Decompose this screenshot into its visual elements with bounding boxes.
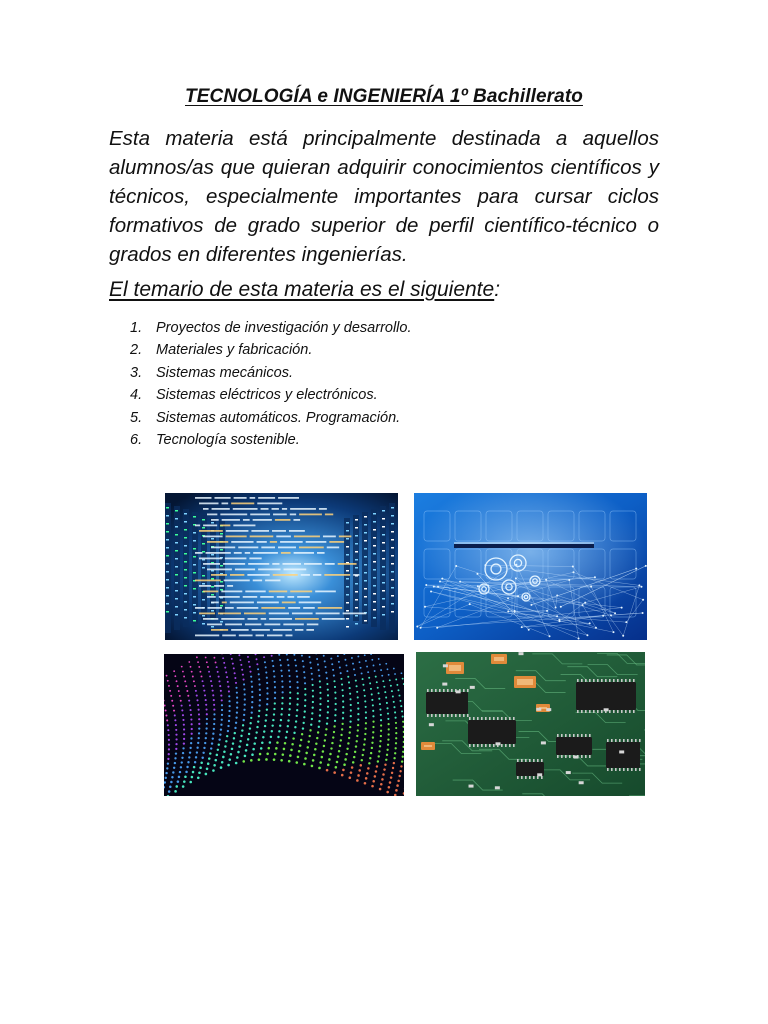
list-item-number: 2. xyxy=(130,342,143,359)
list-item-label: Tecnología sostenible. xyxy=(156,431,300,448)
list-item-label: Proyectos de investigación y desarrollo. xyxy=(156,320,412,336)
list-item-label: Sistemas mecánicos. xyxy=(156,364,293,381)
gear-network-photo xyxy=(414,493,647,640)
list-item-label: Sistemas eléctricos y electrónicos. xyxy=(156,387,378,404)
list-item-number: 5. xyxy=(130,409,143,426)
document-title: TECNOLOGÍA e INGENIERÍA 1º Bachillerato xyxy=(185,86,583,107)
list-item-number: 6. xyxy=(130,431,143,448)
particle-wave-photo xyxy=(164,654,404,796)
list-item xyxy=(130,362,412,384)
list-item xyxy=(130,339,412,361)
list-item-label: Sistemas automáticos. Programación. xyxy=(156,409,401,426)
topics-heading xyxy=(109,278,500,302)
list-item xyxy=(130,429,412,451)
list-item-number: 1. xyxy=(130,320,143,336)
topics-heading-text: El temario de esta materia es el siguiente xyxy=(109,278,495,301)
list-item xyxy=(130,317,412,339)
topics-list xyxy=(130,317,412,451)
list-item-number: 3. xyxy=(130,364,143,381)
intro-paragraph: Esta materia está principalmente destinada a aquellos alumnos/as que quieran adquirir conocimientos científicos y técnicos, especialmente importantes para cursar ciclos formativos de grado superior de perfil científico-técnico o grados en diferentes ingenierías. xyxy=(109,127,659,266)
circuit-board-photo xyxy=(416,652,645,796)
list-item-number: 4. xyxy=(130,387,143,404)
topics-heading-colon: : xyxy=(494,278,501,301)
list-item-label: Materiales y fabricación. xyxy=(156,342,313,359)
list-item xyxy=(130,384,412,406)
list-item xyxy=(130,407,412,429)
server-code-photo xyxy=(165,493,398,640)
